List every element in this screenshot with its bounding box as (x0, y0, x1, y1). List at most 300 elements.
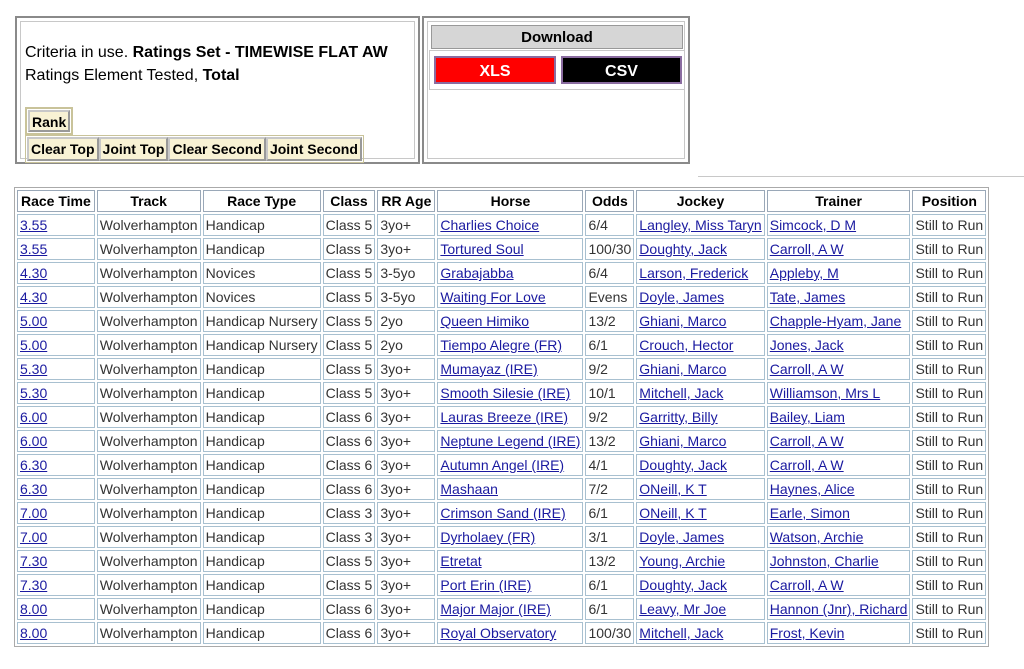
race-type-cell: Handicap (203, 238, 321, 260)
race-time-cell (17, 502, 95, 524)
class-cell: Class 5 (323, 214, 376, 236)
horse-cell (437, 454, 583, 476)
track-cell: Wolverhampton (97, 262, 201, 284)
criteria-panel (15, 16, 420, 164)
horse-link[interactable]: Neptune Legend (IRE) (440, 433, 581, 449)
class-cell: Class 5 (323, 286, 376, 308)
race-time-link[interactable]: 7.30 (20, 553, 48, 569)
race-type-cell: Handicap (203, 598, 321, 620)
age-cell: 3yo+ (377, 526, 435, 548)
horse-cell (437, 526, 583, 548)
track-cell: Wolverhampton (97, 454, 201, 476)
jockey-link[interactable]: Langley, Miss Taryn (639, 217, 762, 233)
class-cell: Class 3 (323, 526, 376, 548)
clear-top-button[interactable]: Clear Top (27, 137, 99, 161)
age-cell: 3-5yo (377, 286, 435, 308)
horse-cell (437, 406, 583, 428)
race-type-cell: Handicap (203, 358, 321, 380)
odds-cell: 6/1 (585, 598, 634, 620)
table-row (17, 262, 986, 284)
track-cell: Wolverhampton (97, 598, 201, 620)
class-cell: Class 5 (323, 550, 376, 572)
element-prefix: Ratings Element Tested, (25, 67, 199, 84)
column-header-track: Track (97, 190, 201, 212)
race-time-link[interactable]: 7.00 (20, 529, 48, 545)
trainer-link[interactable]: Appleby, M (769, 265, 839, 281)
race-time-link[interactable]: 8.00 (20, 625, 48, 641)
class-cell: Class 5 (323, 334, 376, 356)
horse-link[interactable]: Smooth Silesie (IRE) (440, 385, 571, 401)
track-cell: Wolverhampton (97, 622, 201, 644)
race-time-link[interactable]: 4.30 (20, 289, 48, 305)
race-time-cell (17, 526, 95, 548)
age-cell: 3yo+ (377, 382, 435, 404)
trainer-cell (767, 598, 911, 620)
table-row (17, 526, 986, 548)
odds-cell: 13/2 (585, 550, 634, 572)
age-cell: 2yo (377, 334, 435, 356)
table-body (17, 214, 986, 644)
download-panel-inner (427, 21, 685, 159)
trainer-cell (767, 430, 911, 452)
trainer-link[interactable]: Earle, Simon (769, 505, 850, 521)
race-type-cell: Handicap (203, 502, 321, 524)
jockey-link[interactable]: Doyle, James (639, 289, 725, 305)
race-time-cell (17, 550, 95, 572)
track-cell: Wolverhampton (97, 430, 201, 452)
age-cell: 3-5yo (377, 262, 435, 284)
trainer-cell (767, 214, 911, 236)
column-header-horse: Horse (437, 190, 583, 212)
class-cell: Class 5 (323, 382, 376, 404)
track-cell: Wolverhampton (97, 286, 201, 308)
odds-cell: 6/4 (585, 262, 634, 284)
class-cell: Class 5 (323, 238, 376, 260)
jockey-cell (636, 358, 764, 380)
track-cell: Wolverhampton (97, 574, 201, 596)
race-time-link[interactable]: 5.30 (20, 361, 48, 377)
race-time-link[interactable]: 6.00 (20, 409, 48, 425)
jockey-link[interactable]: Leavy, Mr Joe (639, 601, 727, 617)
trainer-link[interactable]: Jones, Jack (769, 337, 844, 353)
position-cell: Still to Run (912, 286, 986, 308)
class-cell: Class 6 (323, 454, 376, 476)
position-cell: Still to Run (912, 598, 986, 620)
trainer-cell (767, 574, 911, 596)
jockey-cell (636, 214, 764, 236)
trainer-link[interactable]: Carroll, A W (769, 433, 844, 449)
horizontal-divider (698, 176, 1024, 177)
trainer-link[interactable]: Frost, Kevin (769, 625, 845, 641)
table-row (17, 358, 986, 380)
table-row (17, 430, 986, 452)
trainer-link[interactable]: Bailey, Liam (769, 409, 845, 425)
jockey-cell (636, 550, 764, 572)
position-cell: Still to Run (912, 214, 986, 236)
track-cell: Wolverhampton (97, 310, 201, 332)
position-cell: Still to Run (912, 430, 986, 452)
odds-cell: 9/2 (585, 406, 634, 428)
criteria-prefix: Criteria in use. (25, 44, 129, 61)
trainer-link[interactable]: Carroll, A W (769, 457, 844, 473)
position-cell: Still to Run (912, 478, 986, 500)
table-row (17, 598, 986, 620)
position-cell: Still to Run (912, 526, 986, 548)
column-header-race-time: Race Time (17, 190, 95, 212)
table-row (17, 406, 986, 428)
race-time-link[interactable]: 8.00 (20, 601, 48, 617)
horse-cell (437, 310, 583, 332)
position-cell: Still to Run (912, 574, 986, 596)
odds-cell: 7/2 (585, 478, 634, 500)
class-cell: Class 6 (323, 430, 376, 452)
download-buttons (429, 50, 685, 90)
horse-link[interactable]: Charlies Choice (440, 217, 540, 233)
horse-link[interactable]: Dyrholaey (FR) (440, 529, 536, 545)
class-cell: Class 6 (323, 622, 376, 644)
column-header-rr-age: RR Age (377, 190, 435, 212)
race-type-cell: Handicap Nursery (203, 310, 321, 332)
trainer-link[interactable]: Simcock, D M (769, 217, 857, 233)
position-cell: Still to Run (912, 454, 986, 476)
rank-group (25, 107, 73, 135)
criteria-ratings-set-line (25, 42, 388, 64)
jockey-link[interactable]: Doyle, James (639, 529, 725, 545)
jockey-link[interactable]: Ghiani, Marco (639, 361, 727, 377)
horse-link[interactable]: Autumn Angel (IRE) (440, 457, 565, 473)
horse-cell (437, 430, 583, 452)
age-cell: 3yo+ (377, 598, 435, 620)
class-cell: Class 6 (323, 598, 376, 620)
age-cell: 3yo+ (377, 406, 435, 428)
class-cell: Class 5 (323, 310, 376, 332)
race-time-link[interactable]: 3.55 (20, 241, 48, 257)
horse-link[interactable]: Waiting For Love (440, 289, 546, 305)
race-time-cell (17, 382, 95, 404)
jockey-link[interactable]: Young, Archie (639, 553, 726, 569)
race-time-link[interactable]: 7.00 (20, 505, 48, 521)
track-cell: Wolverhampton (97, 214, 201, 236)
race-type-cell: Handicap (203, 382, 321, 404)
criteria-panel-inner (20, 21, 415, 159)
results-table-container (14, 187, 1013, 647)
trainer-cell (767, 358, 911, 380)
race-type-cell: Novices (203, 262, 321, 284)
race-type-cell: Handicap (203, 478, 321, 500)
horse-link[interactable]: Tiempo Alegre (FR) (440, 337, 562, 353)
race-type-cell: Handicap (203, 526, 321, 548)
horse-cell (437, 238, 583, 260)
position-cell: Still to Run (912, 310, 986, 332)
horse-cell (437, 334, 583, 356)
trainer-link[interactable]: Watson, Archie (769, 529, 864, 545)
race-time-link[interactable]: 5.00 (20, 337, 48, 353)
table-row (17, 238, 986, 260)
jockey-link[interactable]: Ghiani, Marco (639, 313, 727, 329)
track-cell: Wolverhampton (97, 478, 201, 500)
clear-second-button[interactable]: Clear Second (168, 137, 265, 161)
column-header-odds: Odds (585, 190, 634, 212)
horse-link[interactable]: Tortured Soul (440, 241, 524, 257)
odds-cell: Evens (585, 286, 634, 308)
jockey-link[interactable]: Larson, Frederick (639, 265, 749, 281)
odds-cell: 13/2 (585, 430, 634, 452)
odds-cell: 6/1 (585, 502, 634, 524)
trainer-link[interactable]: Hannon (Jnr), Richard (769, 601, 908, 617)
trainer-cell (767, 382, 911, 404)
age-cell: 3yo+ (377, 430, 435, 452)
position-cell: Still to Run (912, 358, 986, 380)
odds-cell: 100/30 (585, 238, 634, 260)
jockey-cell (636, 238, 764, 260)
race-time-link[interactable]: 5.30 (20, 385, 48, 401)
horse-cell (437, 214, 583, 236)
track-cell: Wolverhampton (97, 502, 201, 524)
horse-cell (437, 574, 583, 596)
jockey-link[interactable]: Doughty, Jack (639, 577, 727, 593)
position-cell: Still to Run (912, 262, 986, 284)
race-type-cell: Handicap (203, 406, 321, 428)
jockey-link[interactable]: Mitchell, Jack (639, 625, 724, 641)
position-cell: Still to Run (912, 406, 986, 428)
race-time-link[interactable]: 6.30 (20, 481, 48, 497)
track-cell: Wolverhampton (97, 406, 201, 428)
jockey-cell (636, 334, 764, 356)
age-cell: 3yo+ (377, 574, 435, 596)
trainer-cell (767, 550, 911, 572)
results-table (14, 187, 989, 647)
jockey-link[interactable]: Garritty, Billy (639, 409, 718, 425)
table-row (17, 550, 986, 572)
trainer-link[interactable]: Chapple-Hyam, Jane (769, 313, 902, 329)
horse-cell (437, 502, 583, 524)
race-time-link[interactable]: 4.30 (20, 265, 48, 281)
track-cell: Wolverhampton (97, 382, 201, 404)
table-row (17, 310, 986, 332)
race-time-cell (17, 430, 95, 452)
horse-link[interactable]: Mumayaz (IRE) (440, 361, 538, 377)
trainer-link[interactable]: Haynes, Alice (769, 481, 855, 497)
jockey-link[interactable]: ONeill, K T (639, 481, 707, 497)
trainer-cell (767, 310, 911, 332)
class-cell: Class 5 (323, 358, 376, 380)
table-row (17, 502, 986, 524)
horse-cell (437, 286, 583, 308)
jockey-cell (636, 406, 764, 428)
jockey-cell (636, 502, 764, 524)
trainer-link[interactable]: Carroll, A W (769, 361, 844, 377)
xls-download-button[interactable]: XLS (434, 56, 556, 84)
table-row (17, 454, 986, 476)
table-row (17, 214, 986, 236)
horse-link[interactable]: Royal Observatory (440, 625, 557, 641)
horse-cell (437, 382, 583, 404)
race-type-cell: Novices (203, 286, 321, 308)
horse-link[interactable]: Major Major (IRE) (440, 601, 551, 617)
jockey-cell (636, 574, 764, 596)
age-cell: 2yo (377, 310, 435, 332)
odds-cell: 6/1 (585, 574, 634, 596)
race-time-cell (17, 406, 95, 428)
csv-download-button[interactable]: CSV (561, 56, 682, 84)
odds-cell: 10/1 (585, 382, 634, 404)
table-row (17, 382, 986, 404)
column-header-race-type: Race Type (203, 190, 321, 212)
race-time-link[interactable]: 6.00 (20, 433, 48, 449)
jockey-cell (636, 382, 764, 404)
position-cell: Still to Run (912, 550, 986, 572)
table-row (17, 478, 986, 500)
jockey-cell (636, 454, 764, 476)
odds-cell: 4/1 (585, 454, 634, 476)
odds-cell: 13/2 (585, 310, 634, 332)
horse-cell (437, 262, 583, 284)
race-time-cell (17, 478, 95, 500)
class-cell: Class 5 (323, 574, 376, 596)
trainer-cell (767, 502, 911, 524)
download-title: Download (431, 25, 683, 49)
jockey-cell (636, 478, 764, 500)
column-header-position: Position (912, 190, 986, 212)
race-time-link[interactable]: 5.00 (20, 313, 48, 329)
table-row (17, 574, 986, 596)
race-type-cell: Handicap (203, 430, 321, 452)
jockey-cell (636, 598, 764, 620)
track-cell: Wolverhampton (97, 526, 201, 548)
odds-cell: 3/1 (585, 526, 634, 548)
horse-cell (437, 622, 583, 644)
age-cell: 3yo+ (377, 214, 435, 236)
joint-top-button[interactable]: Joint Top (99, 137, 169, 161)
jockey-link[interactable]: Doughty, Jack (639, 457, 727, 473)
position-cell: Still to Run (912, 502, 986, 524)
column-header-trainer: Trainer (767, 190, 911, 212)
jockey-cell (636, 262, 764, 284)
trainer-cell (767, 478, 911, 500)
horse-link[interactable]: Crimson Sand (IRE) (440, 505, 566, 521)
race-time-cell (17, 574, 95, 596)
race-type-cell: Handicap Nursery (203, 334, 321, 356)
position-cell: Still to Run (912, 382, 986, 404)
horse-link[interactable]: Queen Himiko (440, 313, 530, 329)
column-header-class: Class (323, 190, 376, 212)
age-cell: 3yo+ (377, 502, 435, 524)
odds-cell: 9/2 (585, 358, 634, 380)
class-cell: Class 6 (323, 478, 376, 500)
trainer-cell (767, 622, 911, 644)
track-cell: Wolverhampton (97, 334, 201, 356)
jockey-cell (636, 526, 764, 548)
trainer-link[interactable]: Johnston, Charlie (769, 553, 879, 569)
horse-cell (437, 478, 583, 500)
track-cell: Wolverhampton (97, 238, 201, 260)
jockey-link[interactable]: Mitchell, Jack (639, 385, 724, 401)
table-row (17, 286, 986, 308)
odds-cell: 6/4 (585, 214, 634, 236)
position-cell: Still to Run (912, 622, 986, 644)
age-cell: 3yo+ (377, 622, 435, 644)
age-cell: 3yo+ (377, 478, 435, 500)
race-time-cell (17, 622, 95, 644)
horse-link[interactable]: Lauras Breeze (IRE) (440, 409, 568, 425)
criteria-element-line (25, 65, 240, 87)
age-cell: 3yo+ (377, 454, 435, 476)
jockey-cell (636, 286, 764, 308)
jockey-cell (636, 430, 764, 452)
horse-link[interactable]: Port Erin (IRE) (440, 577, 532, 593)
element-value: Total (202, 67, 240, 84)
table-header-row (17, 190, 986, 212)
trainer-cell (767, 526, 911, 548)
class-cell: Class 5 (323, 262, 376, 284)
race-type-cell: Handicap (203, 214, 321, 236)
trainer-link[interactable]: Williamson, Mrs L (769, 385, 881, 401)
race-type-cell: Handicap (203, 454, 321, 476)
trainer-link[interactable]: Carroll, A W (769, 577, 844, 593)
jockey-link[interactable]: ONeill, K T (639, 505, 707, 521)
track-cell: Wolverhampton (97, 550, 201, 572)
jockey-link[interactable]: Crouch, Hector (639, 337, 734, 353)
race-type-cell: Handicap (203, 574, 321, 596)
jockey-link[interactable]: Doughty, Jack (639, 241, 727, 257)
horse-cell (437, 598, 583, 620)
age-cell: 3yo+ (377, 358, 435, 380)
race-time-cell (17, 454, 95, 476)
race-time-link[interactable]: 7.30 (20, 577, 48, 593)
horse-link[interactable]: Mashaan (440, 481, 498, 497)
horse-link[interactable]: Grabajabba (440, 265, 514, 281)
race-time-cell (17, 598, 95, 620)
race-time-cell (17, 214, 95, 236)
trainer-cell (767, 238, 911, 260)
rank-button[interactable]: Rank (28, 110, 70, 132)
table-row (17, 622, 986, 644)
horse-cell (437, 550, 583, 572)
odds-cell: 100/30 (585, 622, 634, 644)
position-cell: Still to Run (912, 334, 986, 356)
trainer-cell (767, 406, 911, 428)
race-time-link[interactable]: 6.30 (20, 457, 48, 473)
race-type-cell: Handicap (203, 550, 321, 572)
race-time-cell (17, 310, 95, 332)
position-cell: Still to Run (912, 238, 986, 260)
class-cell: Class 6 (323, 406, 376, 428)
table-row (17, 334, 986, 356)
race-time-cell (17, 262, 95, 284)
trainer-cell (767, 454, 911, 476)
jockey-link[interactable]: Ghiani, Marco (639, 433, 727, 449)
trainer-cell (767, 334, 911, 356)
race-time-link[interactable]: 3.55 (20, 217, 48, 233)
joint-second-button[interactable]: Joint Second (266, 137, 362, 161)
race-time-cell (17, 334, 95, 356)
horse-link[interactable]: Etretat (440, 553, 482, 569)
trainer-cell (767, 286, 911, 308)
class-cell: Class 3 (323, 502, 376, 524)
trainer-link[interactable]: Tate, James (769, 289, 846, 305)
trainer-link[interactable]: Carroll, A W (769, 241, 844, 257)
odds-cell: 6/1 (585, 334, 634, 356)
jockey-cell (636, 310, 764, 332)
age-cell: 3yo+ (377, 238, 435, 260)
filter-button-row (25, 135, 364, 163)
download-panel (422, 16, 690, 164)
race-time-cell (17, 358, 95, 380)
race-time-cell (17, 238, 95, 260)
column-header-jockey: Jockey (636, 190, 764, 212)
race-time-cell (17, 286, 95, 308)
ratings-set-value: Ratings Set - TIMEWISE FLAT AW (132, 44, 388, 61)
